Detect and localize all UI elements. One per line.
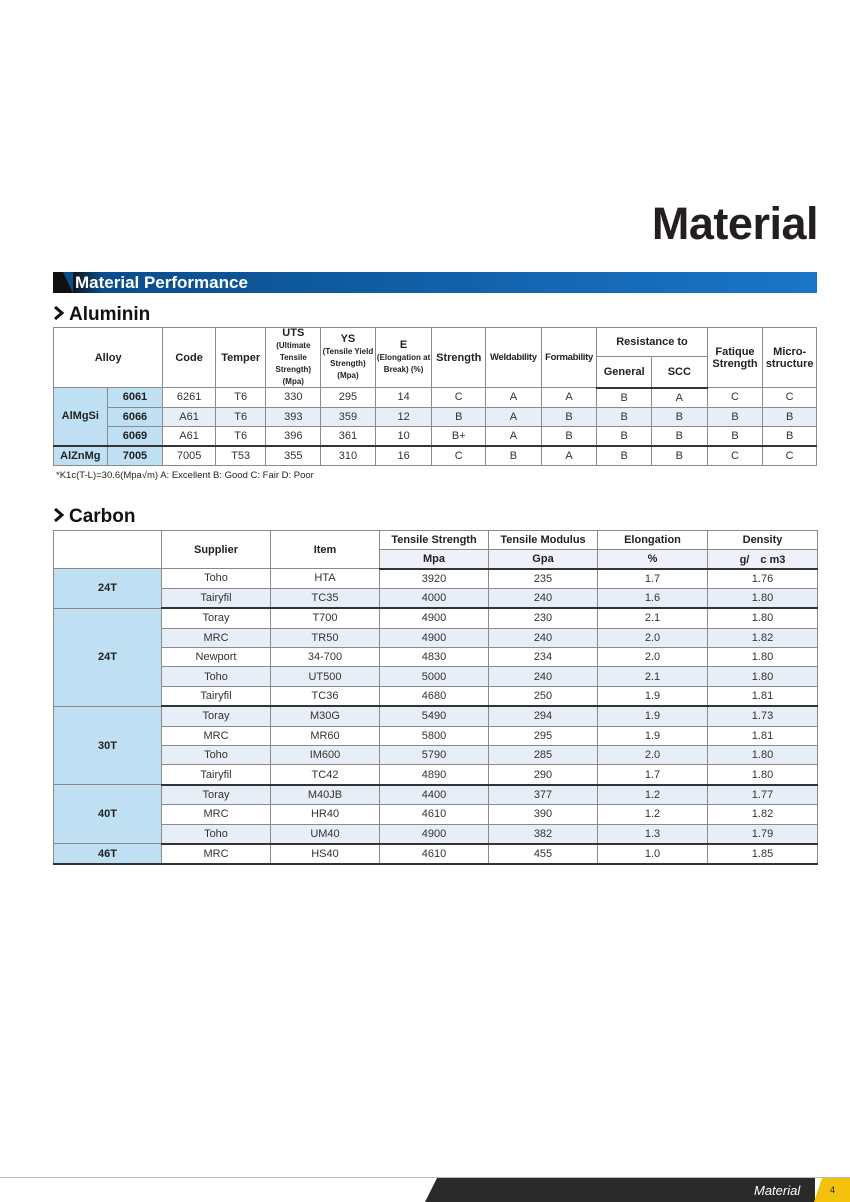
cell-den: 1.82	[708, 628, 818, 647]
table-row: 6069 A61 T6 396 361 10 B+ A B B B B B	[54, 426, 817, 446]
cell-tm: 455	[489, 844, 598, 864]
fiber-grade: 24T	[54, 569, 162, 609]
cell-item: 34-700	[271, 648, 380, 667]
fiber-grade: 30T	[54, 706, 162, 785]
cell-supplier: MRC	[162, 805, 271, 824]
table-row	[54, 844, 818, 864]
fiber-grade: 46T	[54, 844, 162, 864]
cell-den: 1.80	[708, 648, 818, 667]
carbon-heading: Carbon	[53, 506, 136, 528]
tensile-strength-unit: Mpa	[380, 550, 489, 569]
table-row	[54, 805, 818, 824]
cell-el: 2.1	[598, 667, 708, 686]
aluminum-table	[53, 327, 817, 466]
cell-tm: 230	[489, 608, 598, 628]
cell-tm: 382	[489, 824, 598, 844]
cell-supplier: Newport	[162, 648, 271, 667]
tensile-modulus-header: Tensile Modulus	[489, 531, 598, 550]
table-row: AlZnMg 7005 7005 T53 355 310 16 C B A B B C C	[54, 446, 817, 466]
aluminum-heading: Aluminin	[53, 304, 150, 326]
section-title-bar	[53, 272, 817, 293]
cell-ts: 5490	[380, 706, 489, 726]
cell-tm: 290	[489, 765, 598, 785]
cell-supplier: MRC	[162, 628, 271, 647]
cell-supplier: Toray	[162, 785, 271, 805]
density-header: Density	[708, 531, 818, 550]
cell-tm: 240	[489, 667, 598, 686]
elongation-unit: %	[598, 550, 708, 569]
scc-header: SCC	[652, 356, 708, 387]
cell-supplier: MRC	[162, 844, 271, 864]
cell-el: 1.9	[598, 726, 708, 745]
page-title: Material	[651, 198, 818, 249]
cell-ts: 4000	[380, 588, 489, 608]
cell-item: UT500	[271, 667, 380, 686]
elongation-header: Elongation	[598, 531, 708, 550]
cell-tm: 240	[489, 628, 598, 647]
cell-den: 1.80	[708, 746, 818, 765]
legend-note: *K1c(T-L)=30.6(Mpa√m) A: Excellent B: Good C: Fair D: Poor	[56, 470, 314, 481]
slash-decoration	[53, 272, 73, 293]
elongation-header: E (Elongation at Break) (%)	[375, 328, 432, 388]
resistance-header: Resistance to	[597, 328, 707, 357]
table-row	[54, 726, 818, 745]
cell-item: HS40	[271, 844, 380, 864]
table-row	[54, 648, 818, 667]
table-row	[54, 746, 818, 765]
table-row	[54, 608, 818, 628]
grade-header	[54, 531, 162, 569]
cell-ts: 5000	[380, 667, 489, 686]
cell-el: 1.2	[598, 805, 708, 824]
table-row	[54, 824, 818, 844]
cell-tm: 390	[489, 805, 598, 824]
formability-header: Formability	[541, 328, 597, 388]
footer-divider	[0, 1177, 850, 1178]
table-row	[54, 667, 818, 686]
cell-den: 1.73	[708, 706, 818, 726]
cell-tm: 235	[489, 569, 598, 589]
cell-ts: 5800	[380, 726, 489, 745]
alloy-group: AlZnMg	[54, 446, 108, 466]
cell-supplier: Toho	[162, 824, 271, 844]
cell-den: 1.80	[708, 667, 818, 686]
cell-tm: 294	[489, 706, 598, 726]
cell-tm: 285	[489, 746, 598, 765]
cell-item: TC42	[271, 765, 380, 785]
cell-tm: 250	[489, 686, 598, 706]
cell-ts: 4680	[380, 686, 489, 706]
cell-ts: 4610	[380, 844, 489, 864]
page-number: 4	[830, 1185, 836, 1195]
cell-el: 1.7	[598, 765, 708, 785]
cell-tm: 377	[489, 785, 598, 805]
cell-den: 1.82	[708, 805, 818, 824]
chevron-right-icon	[53, 506, 65, 528]
table-row	[54, 588, 818, 608]
cell-den: 1.85	[708, 844, 818, 864]
cell-den: 1.81	[708, 686, 818, 706]
cell-ts: 5790	[380, 746, 489, 765]
carbon-table	[53, 530, 818, 865]
cell-den: 1.80	[708, 588, 818, 608]
cell-supplier: Toho	[162, 569, 271, 589]
table-row	[54, 765, 818, 785]
cell-supplier: Toho	[162, 746, 271, 765]
general-header: General	[597, 356, 652, 387]
cell-ts: 4900	[380, 824, 489, 844]
supplier-header: Supplier	[162, 531, 271, 569]
fiber-grade: 40T	[54, 785, 162, 844]
cell-supplier: MRC	[162, 726, 271, 745]
cell-item: UM40	[271, 824, 380, 844]
cell-el: 2.0	[598, 628, 708, 647]
cell-supplier: Toho	[162, 667, 271, 686]
cell-supplier: Tairyfil	[162, 588, 271, 608]
cell-supplier: Tairyfil	[162, 765, 271, 785]
cell-ts: 4610	[380, 805, 489, 824]
cell-item: HR40	[271, 805, 380, 824]
section-title: Material Performance	[75, 273, 248, 292]
cell-ts: 4400	[380, 785, 489, 805]
cell-item: TC35	[271, 588, 380, 608]
cell-tm: 240	[489, 588, 598, 608]
cell-den: 1.80	[708, 765, 818, 785]
table-row	[54, 686, 818, 706]
cell-supplier: Tairyfil	[162, 686, 271, 706]
micro-header: Micro-structure	[763, 328, 817, 388]
uts-header: UTS (Ultimate Tensile Strength) (Mpa)	[266, 328, 321, 388]
chevron-right-icon	[53, 304, 65, 326]
cell-el: 2.0	[598, 746, 708, 765]
temper-header: Temper	[215, 328, 266, 388]
cell-el: 2.0	[598, 648, 708, 667]
cell-item: TC36	[271, 686, 380, 706]
cell-ts: 4900	[380, 628, 489, 647]
cell-el: 1.3	[598, 824, 708, 844]
item-header: Item	[271, 531, 380, 569]
cell-item: HTA	[271, 569, 380, 589]
table-row	[54, 628, 818, 647]
cell-item: TR50	[271, 628, 380, 647]
table-row: 6066 A61 T6 393 359 12 B A B B B B B	[54, 407, 817, 426]
cell-ts: 4900	[380, 608, 489, 628]
cell-den: 1.80	[708, 608, 818, 628]
cell-el: 1.9	[598, 706, 708, 726]
cell-item: M30G	[271, 706, 380, 726]
strength-header: Strength	[432, 328, 486, 388]
cell-el: 1.9	[598, 686, 708, 706]
cell-den: 1.77	[708, 785, 818, 805]
table-row	[54, 785, 818, 805]
cell-ts: 4830	[380, 648, 489, 667]
cell-el: 2.1	[598, 608, 708, 628]
cell-tm: 295	[489, 726, 598, 745]
cell-den: 1.76	[708, 569, 818, 589]
table-row	[54, 706, 818, 726]
cell-supplier: Toray	[162, 706, 271, 726]
cell-supplier: Toray	[162, 608, 271, 628]
cell-el: 1.2	[598, 785, 708, 805]
alloy-header: Alloy	[54, 328, 163, 388]
cell-den: 1.79	[708, 824, 818, 844]
table-row	[54, 569, 818, 589]
weldability-header: Weldability	[486, 328, 542, 388]
cell-den: 1.81	[708, 726, 818, 745]
cell-item: T700	[271, 608, 380, 628]
cell-el: 1.6	[598, 588, 708, 608]
fiber-grade: 24T	[54, 608, 162, 706]
tensile-modulus-unit: Gpa	[489, 550, 598, 569]
fatigue-header: Fatique Strength	[707, 328, 763, 388]
cell-item: MR60	[271, 726, 380, 745]
cell-tm: 234	[489, 648, 598, 667]
footer-label: Material	[754, 1183, 801, 1198]
cell-el: 1.7	[598, 569, 708, 589]
tensile-strength-header: Tensile Strength	[380, 531, 489, 550]
cell-item: IM600	[271, 746, 380, 765]
cell-el: 1.0	[598, 844, 708, 864]
code-header: Code	[163, 328, 216, 388]
alloy-group: AlMgSi	[54, 388, 108, 446]
ys-header: YS (Tensile Yield Strength) (Mpa)	[321, 328, 376, 388]
table-row: AlMgSi 6061 6261 T6 330 295 14 C A A B A C C	[54, 388, 817, 408]
cell-item: M40JB	[271, 785, 380, 805]
density-unit: g/ c m3	[708, 550, 818, 569]
cell-ts: 4890	[380, 765, 489, 785]
cell-ts: 3920	[380, 569, 489, 589]
